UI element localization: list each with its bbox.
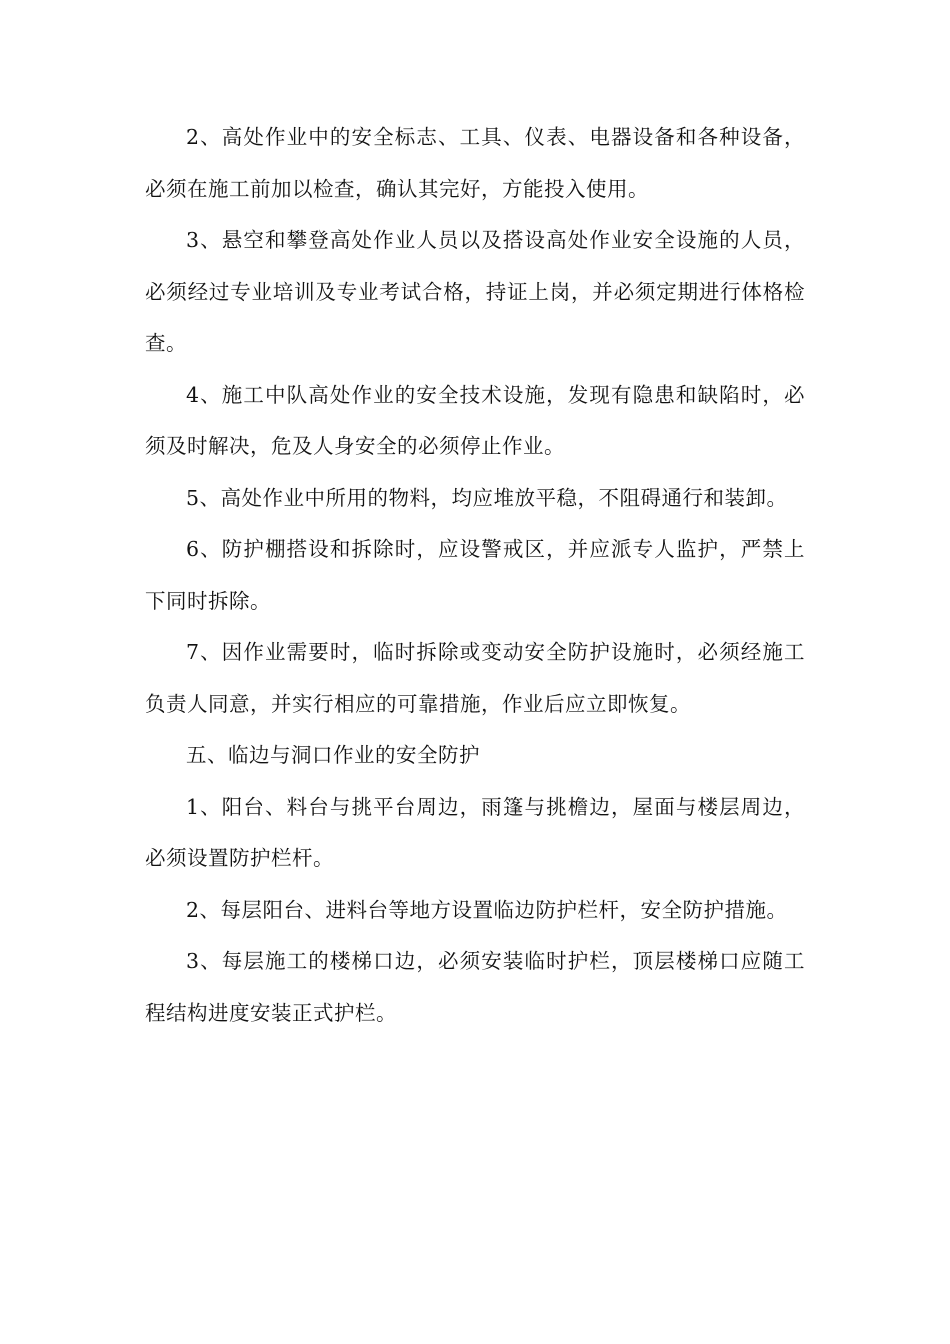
paragraph-item-1: 1、阳台、料台与挑平台周边，雨篷与挑檐边，屋面与楼层周边，必须设置防护栏杆。 — [145, 794, 805, 870]
paragraph-item-2: 2、高处作业中的安全标志、工具、仪表、电器设备和各种设备，必须在施工前加以检查，确认其完好，方能投入使用。 — [145, 125, 805, 201]
paragraph-item-4: 4、施工中队高处作业的安全技术设施，发现有隐患和缺陷时，必须及时解决，危及人身安全的必须停止作业。 — [145, 382, 805, 458]
document-body — [145, 112, 805, 1039]
paragraph-item-2b: 2、每层阳台、进料台等地方设置临边防护栏杆，安全防护措施。 — [186, 897, 788, 922]
paragraph-item-7: 7、因作业需要时，临时拆除或变动安全防护设施时，必须经施工负责人同意，并实行相应的可靠措施，作业后应立即恢复。 — [145, 640, 805, 716]
section-heading-5: 五、临边与洞口作业的安全防护 — [186, 743, 480, 767]
paragraph-item-6: 6、防护棚搭设和拆除时，应设警戒区，并应派专人监护，严禁上下同时拆除。 — [145, 537, 805, 613]
paragraph-item-5: 5、高处作业中所用的物料，均应堆放平稳，不阻碍通行和装卸。 — [186, 485, 788, 510]
paragraph-item-3: 3、悬空和攀登高处作业人员以及搭设高处作业安全设施的人员，必须经过专业培训及专业考试合格，持证上岗，并必须定期进行体格检查。 — [145, 228, 805, 355]
paragraph-item-3b: 3、每层施工的楼梯口边，必须安装临时护栏，顶层楼梯口应随工程结构进度安装正式护栏。 — [145, 949, 805, 1025]
